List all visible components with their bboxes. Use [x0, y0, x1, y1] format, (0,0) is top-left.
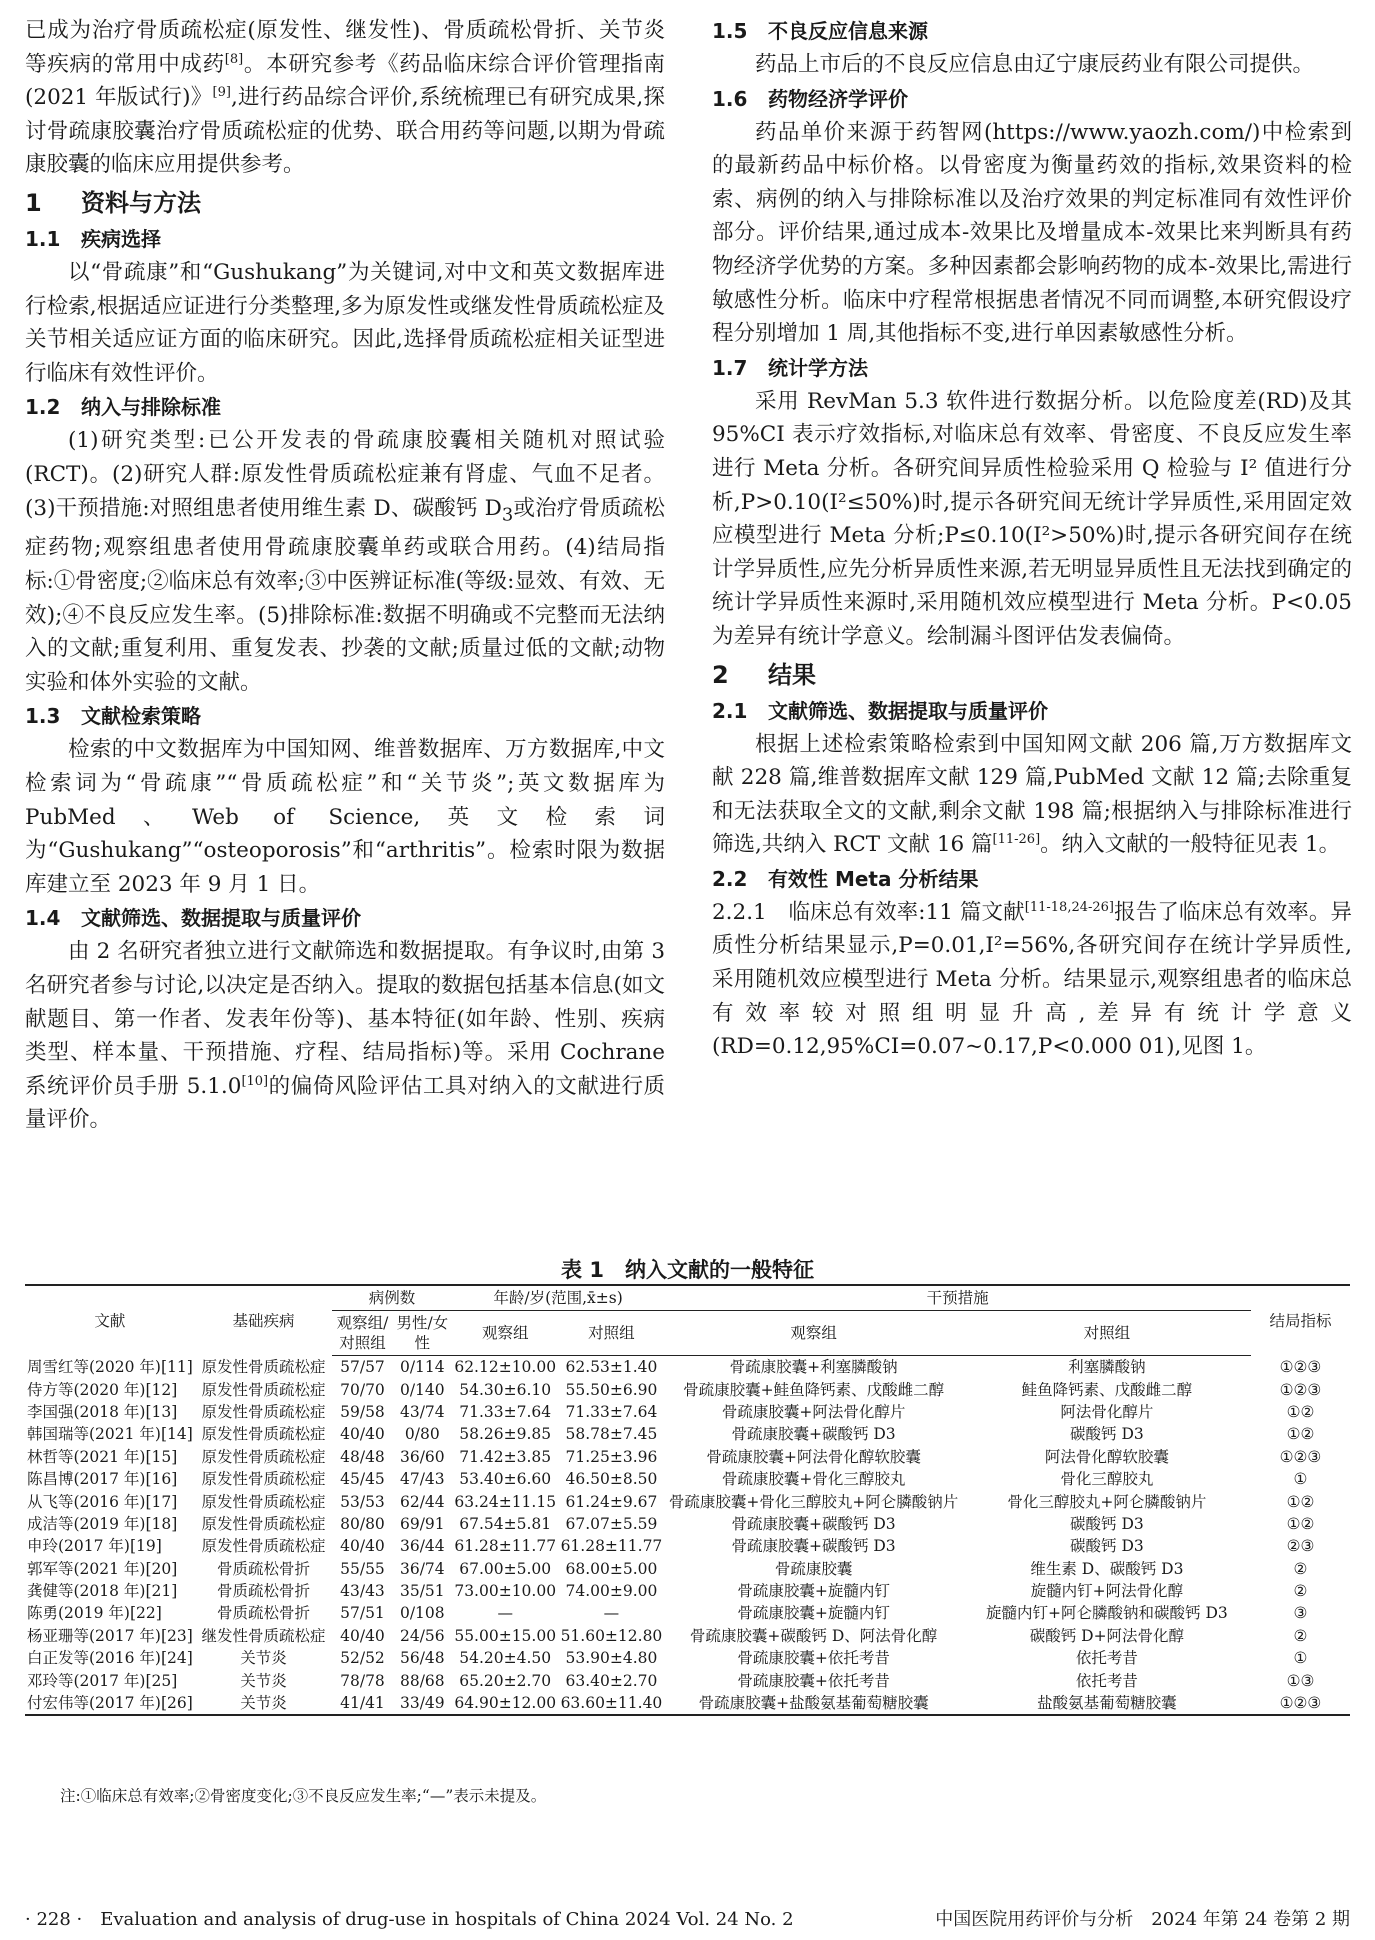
table-cell: 88/68: [399, 1671, 445, 1690]
table-cell: 63.24±11.15: [454, 1492, 557, 1511]
table-cell: 骨疏康胶囊+依托考昔: [737, 1649, 890, 1668]
table-cell: 林哲等(2021 年)[15]: [27, 1447, 178, 1466]
table-cell: 67.07±5.59: [565, 1514, 658, 1533]
table-cell: 陈勇(2019 年)[22]: [27, 1604, 162, 1623]
table-cell: 71.33±7.64: [565, 1402, 658, 1421]
table-cell: 52/52: [340, 1649, 385, 1668]
table-cell: 原发性骨质疏松症: [201, 1447, 326, 1466]
table-row: [25, 1356, 1350, 1379]
table-cell: 63.60±11.40: [559, 1692, 665, 1715]
table-cell: 侍方等(2020 年)[12]: [27, 1380, 178, 1399]
table-cell: ①②: [1286, 1402, 1315, 1421]
table-cell: ①②③: [1251, 1692, 1350, 1715]
col-header-outcome: 结局指标: [1251, 1285, 1350, 1356]
table-cell: 付宏伟等(2017 年)[26]: [25, 1692, 195, 1715]
table-cell: 58.78±7.45: [565, 1425, 658, 1444]
table-cell: 骨疏康胶囊+旋髓内钉: [737, 1582, 890, 1601]
table-cell: 61.28±11.77: [560, 1537, 663, 1556]
table-cell: 邓玲等(2017 年)[25]: [27, 1671, 178, 1690]
table-cell: 原发性骨质疏松症: [201, 1514, 326, 1533]
table-cell: 41/41: [332, 1692, 393, 1715]
table-cell: ①②③: [1279, 1380, 1322, 1399]
table-cell: 继发性骨质疏松症: [201, 1626, 326, 1645]
table-cell: 骨疏康胶囊+阿法骨化醇片: [721, 1402, 906, 1421]
table-cell: 64.90±12.00: [452, 1692, 559, 1715]
table-cell: 周雪红等(2020 年)[11]: [27, 1357, 193, 1376]
footer-journal-english: · 228 · Evaluation and analysis of drug-use in hospitals of China 2024 Vol. 24 No. 2: [25, 1909, 794, 1930]
col-header-age-ctrl: 对照组: [559, 1311, 665, 1356]
table-cell: 33/49: [393, 1692, 452, 1715]
table-cell: 原发性骨质疏松症: [201, 1380, 326, 1399]
table-cell: 骨疏康胶囊+阿法骨化醇软胶囊: [706, 1447, 921, 1466]
section-1-2-body: (1)研究类型:已公开发表的骨疏康胶囊相关随机对照试验(RCT)。(2)研究人群:原发性骨质疏松症兼有肾虚、气血不足者。(3)干预措施:对照组患者使用维生素 D、碳酸钙 $D_3$或治疗骨质疏松症药物;观察组患者使用骨疏康胶囊单药或联合用药。(4)结局指标:①骨密度;②临床总有效率;③中医辨证标准(等级:显效、有效、无效);④不良反应发生率。(5)排除标准:数据不明确或不完整而无法纳入的文献;重复利用、重复发表、抄袭的文献;质量过低的文献;动物实验和体外实验的文献。: [25, 428, 665, 695]
table-cell: 74.00±9.00: [565, 1582, 658, 1601]
table-cell: 骨疏康胶囊+利塞膦酸钠: [729, 1358, 898, 1377]
table-cell: 原发性骨质疏松症: [201, 1402, 326, 1421]
table-cell: 骨疏康胶囊+碳酸钙 D3: [731, 1514, 896, 1533]
table-caption: 表 1 纳入文献的一般特征: [561, 1258, 814, 1282]
table-cell: 韩国瑞等(2021 年)[14]: [27, 1425, 193, 1444]
table-cell: 盐酸氨基葡萄糖胶囊: [963, 1692, 1251, 1715]
table-cell: 维生素 D、碳酸钙 D3: [1030, 1559, 1184, 1578]
table-cell: 骨疏康胶囊+骨化三醇胶丸+阿仑膦酸钠片: [668, 1492, 959, 1511]
table-cell: 骨疏康胶囊+碳酸钙 D3: [731, 1537, 896, 1556]
table-cell: 55/55: [340, 1559, 385, 1578]
table-cell: 原发性骨质疏松症: [201, 1537, 326, 1556]
table-cell: 43/43: [340, 1582, 385, 1601]
table-cell: 碳酸钙 D+阿法骨化醇: [1029, 1626, 1185, 1645]
table-cell: 从飞等(2016 年)[17]: [27, 1492, 178, 1511]
col-header-age: 年龄/岁(范围,x̄±s): [452, 1285, 664, 1311]
table-cell: ①②: [1286, 1492, 1315, 1511]
table-cell: 57/57: [340, 1358, 385, 1377]
table-cell: 骨质疏松骨折: [216, 1582, 310, 1601]
table-cell: 43/74: [399, 1402, 445, 1421]
table-cell: ①: [1293, 1649, 1308, 1668]
table-cell: 郭军等(2021 年)[20]: [27, 1559, 178, 1578]
table-cell: ②③: [1286, 1537, 1315, 1556]
table-cell: 55.50±6.90: [565, 1380, 658, 1399]
table-cell: 45/45: [340, 1470, 385, 1489]
section-2-1-body: 根据上述检索策略检索到中国知网文献 206 篇,万方数据库文献 228 篇,维普数据库文献 129 篇,PubMed 文献 12 篇;去除重复和无法获取全文的文献,剩余文献 198 篇;根据纳入与排除标准进行筛选,共纳入 RCT 文献 16 篇[11-26]。纳入文献的一般特征见表 1。: [712, 731, 1352, 858]
table-cell: 骨疏康胶囊+碳酸钙 D3: [731, 1425, 896, 1444]
table-cell: 53.40±6.60: [459, 1470, 552, 1489]
table-cell: 71.42±3.85: [459, 1447, 552, 1466]
col-header-int-ctrl: 对照组: [963, 1311, 1251, 1356]
table-cell: 骨疏康胶囊+鲑鱼降钙素、戊酸雌二醇: [683, 1380, 945, 1399]
col-header-obs-ctrl: 观察组/对照组: [332, 1311, 393, 1356]
table-cell: 70/70: [340, 1380, 385, 1399]
table-cell: 骨疏康胶囊+碳酸钙 D、阿法骨化醇: [689, 1626, 938, 1645]
table-cell: 54.30±6.10: [459, 1380, 552, 1399]
table-cell: 61.28±11.77: [454, 1537, 557, 1556]
table-cell: 碳酸钙 D3: [1070, 1537, 1144, 1556]
table-cell: 原发性骨质疏松症: [201, 1357, 326, 1376]
table-cell: ②: [1293, 1582, 1308, 1601]
col-header-age-obs: 观察组: [452, 1311, 559, 1356]
table-cell: ①③: [1286, 1671, 1315, 1690]
table-row: [25, 1468, 1350, 1490]
section-2-2-heading: 2.2 有效性 Meta 分析结果: [712, 866, 979, 891]
table-row: [25, 1580, 1350, 1602]
table-note: 注:①临床总有效率;②骨密度变化;③不良反应发生率;“—”表示未提及。: [60, 1787, 547, 1805]
table-cell: 骨化三醇胶丸: [1060, 1470, 1154, 1489]
table-cell: 68.00±5.00: [565, 1559, 658, 1578]
table-cell: 36/74: [399, 1559, 445, 1578]
table-cell: 依托考昔: [1075, 1649, 1138, 1668]
table-cell: 关节炎: [195, 1692, 332, 1715]
table-cell: 55.00±15.00: [454, 1626, 557, 1645]
table-cell: ②: [1293, 1559, 1308, 1578]
table-body: [25, 1356, 1350, 1716]
section-2-heading: 2 结果: [712, 660, 816, 689]
table-row: [25, 1513, 1350, 1535]
section-1-heading: 1 资料与方法: [25, 188, 201, 217]
table-cell: 原发性骨质疏松症: [201, 1492, 326, 1511]
col-header-cases: 病例数: [332, 1285, 452, 1311]
table-cell: 48/48: [340, 1447, 385, 1466]
table-cell: 53/53: [340, 1492, 385, 1511]
table-cell: 利塞膦酸钠: [1068, 1358, 1146, 1377]
table-row: [25, 1647, 1350, 1669]
table-cell: 骨质疏松骨折: [216, 1604, 310, 1623]
table-cell: 骨疏康胶囊+依托考昔: [737, 1671, 890, 1690]
table-row: [25, 1446, 1350, 1468]
table-cell: 47/43: [399, 1470, 445, 1489]
table-cell: 碳酸钙 D3: [1070, 1514, 1144, 1533]
table-cell: 原发性骨质疏松症: [201, 1470, 326, 1489]
table-cell: ③: [1293, 1604, 1308, 1623]
table-cell: 62.53±1.40: [565, 1358, 658, 1377]
section-1-5-body: 药品上市后的不良反应信息由辽宁康辰药业有限公司提供。: [755, 52, 1315, 77]
section-1-7-body: 采用 RevMan 5.3 软件进行数据分析。以危险度差(RD)及其 95%CI 表示疗效指标,对临床总有效率、骨密度、不良反应发生率进行 Meta 分析。各研究间异质性检验采用 Q 检验与 I² 值进行分析,P>0.10(I²≤50%)时,提示各研究间无统计学异质性,采用固定效应模型进行 Meta 分析;P≤0.10(I²>50%)时,提示各研究间存在统计学异质性,应先分析异质性来源,若无明显异质性且无法找到确定的统计学异质性来源时,采用随机效应模型进行 Meta 分析。P<0.05 为差异有统计学意义。绘制漏斗图评估发表偏倚。: [712, 388, 1352, 649]
table-cell: 67.00±5.00: [459, 1559, 552, 1578]
table-cell: ①②③: [1279, 1357, 1322, 1376]
section-1-3-heading: 1.3 文献检索策略: [25, 704, 201, 729]
section-1-6-heading: 1.6 药物经济学评价: [712, 86, 908, 111]
table-cell: ①②③: [1279, 1447, 1322, 1466]
table-cell: ①: [1293, 1470, 1308, 1489]
table-cell: 旋髓内钉+阿仑膦酸钠和碳酸钙 D3: [986, 1604, 1228, 1623]
table-cell: 62/44: [399, 1492, 445, 1511]
table-row: [25, 1401, 1350, 1423]
table-cell: ①②: [1286, 1514, 1315, 1533]
table-cell: 碳酸钙 D3: [1070, 1425, 1144, 1444]
table-cell: 40/40: [340, 1537, 385, 1556]
table-cell: 骨疏康胶囊+旋髓内钉: [737, 1604, 890, 1623]
table-cell: 40/40: [340, 1425, 385, 1444]
table-cell: 依托考昔: [1075, 1671, 1138, 1690]
footer-journal-chinese: 中国医院用药评价与分析 2024 年第 24 卷第 2 期: [935, 1909, 1350, 1930]
characteristics-table: [25, 1284, 1350, 1716]
table-cell: 旋髓内钉+阿法骨化醇: [1030, 1582, 1184, 1601]
table-row: [25, 1558, 1350, 1580]
table-cell: —: [603, 1604, 620, 1623]
col-header-male-female: 男性/女性: [393, 1311, 452, 1356]
table-cell: 成洁等(2019 年)[18]: [27, 1514, 178, 1533]
col-header-disease: 基础疾病: [195, 1285, 332, 1356]
table-cell: 申玲(2017 年)[19]: [27, 1537, 162, 1556]
table-row: [25, 1692, 1350, 1715]
table-cell: 0/80: [404, 1425, 440, 1444]
table-cell: 51.60±12.80: [560, 1626, 663, 1645]
table-cell: 0/114: [399, 1358, 445, 1377]
table-cell: 61.24±9.67: [565, 1492, 658, 1511]
table-cell: 阿法骨化醇片: [1060, 1402, 1154, 1421]
table-cell: 54.20±4.50: [459, 1649, 552, 1668]
table-row: [25, 1625, 1350, 1647]
table-cell: 46.50±8.50: [565, 1470, 658, 1489]
table-cell: 35/51: [399, 1582, 445, 1601]
table-cell: 骨疏康胶囊+骨化三醇胶丸: [721, 1470, 906, 1489]
table-cell: 李国强(2018 年)[13]: [27, 1402, 178, 1421]
table-cell: 鲑鱼降钙素、戊酸雌二醇: [1021, 1380, 1193, 1399]
table-cell: ②: [1293, 1626, 1308, 1645]
table-cell: ①②: [1286, 1425, 1315, 1444]
table-row: [25, 1378, 1350, 1400]
table-cell: 69/91: [399, 1514, 445, 1533]
table-cell: 57/51: [340, 1604, 385, 1623]
table-cell: 原发性骨质疏松症: [201, 1425, 326, 1444]
section-1-3-body: 检索的中文数据库为中国知网、维普数据库、万方数据库,中文检索词为“骨疏康”“骨质疏松症”和“关节炎”;英文数据库为 PubMed、Web of Science,英文检索词为“Gushukang”“osteoporosis”和“arthritis”。检索时限为数据库建立至 2023 年 9 月 1 日。: [25, 737, 665, 897]
table-cell: 24/56: [399, 1626, 445, 1645]
table-cell: 36/60: [399, 1447, 445, 1466]
left-column: [25, 14, 665, 1137]
col-header-intervention: 干预措施: [664, 1285, 1251, 1311]
table-cell: 67.54±5.81: [459, 1514, 552, 1533]
table-row: [25, 1535, 1350, 1557]
table-cell: 骨疏康胶囊: [774, 1559, 853, 1578]
table-cell: 62.12±10.00: [454, 1358, 557, 1377]
table-cell: 78/78: [340, 1671, 385, 1690]
table-row: [25, 1490, 1350, 1512]
section-1-1-body: 以“骨疏康”和“Gushukang”为关键词,对中文和英文数据库进行检索,根据适应证进行分类整理,多为原发性或继发性骨质疏松症及关节相关适应证方面的临床研究。因此,选择骨质疏松症相关证型进行临床有效性评价。: [25, 259, 665, 386]
section-1-4-body: 由 2 名研究者独立进行文献筛选和数据提取。有争议时,由第 3 名研究者参与讨论,以决定是否纳入。提取的数据包括基本信息(如文献题目、第一作者、发表年份等)、基本特征(如年龄、性别、疾病类型、样本量、干预措施、疗程、结局指标)等。采用 Cochrane 系统评价员手册 5.1.0[10]的偏倚风险评估工具对纳入的文献进行质量评价。: [25, 939, 665, 1133]
table-cell: 阿法骨化醇软胶囊: [1044, 1447, 1169, 1466]
section-1-2-heading: 1.2 纳入与排除标准: [25, 395, 221, 420]
table-cell: 关节炎: [240, 1649, 287, 1668]
section-2-2-1-body: 2.2.1 临床总有效率:11 篇文献[11-18,24-26]报告了临床总有效率。异质性分析结果显示,P=0.01,I²=56%,各研究间存在统计学异质性,采用随机效应模型进行 Meta 分析。结果显示,观察组患者的临床总有效率较对照组明显升高,差异有统计学意义(RD=0.12,95%CI=0.07~0.17,P<0.000 01),见图 1。: [712, 899, 1352, 1060]
table-cell: 40/40: [340, 1626, 385, 1645]
right-column: [712, 14, 1352, 1064]
table-cell: 59/58: [340, 1402, 385, 1421]
table-cell: 陈昌博(2017 年)[16]: [27, 1470, 178, 1489]
col-header-literature: 文献: [25, 1285, 195, 1356]
table-row: [25, 1669, 1350, 1691]
intro-paragraph: 已成为治疗骨质疏松症(原发性、继发性)、骨质疏松骨折、关节炎等疾病的常用中成药[8]。本研究参考《药品临床综合评价管理指南(2021 年版试行)》[9],进行药品综合评价,系统梳理已有研究成果,探讨骨疏康胶囊治疗骨质疏松症的优势、联合用药等问题,以期为骨疏康胶囊的临床应用提供参考。: [25, 18, 665, 178]
table-cell: 0/140: [399, 1380, 445, 1399]
section-1-4-heading: 1.4 文献筛选、数据提取与质量评价: [25, 906, 361, 931]
table-cell: 龚健等(2018 年)[21]: [27, 1582, 178, 1601]
table-cell: 骨疏康胶囊+盐酸氨基葡萄糖胶囊: [664, 1692, 963, 1715]
table-cell: 58.26±9.85: [459, 1425, 552, 1444]
table-cell: 杨亚珊等(2017 年)[23]: [27, 1626, 193, 1645]
section-2-1-heading: 2.1 文献筛选、数据提取与质量评价: [712, 698, 1048, 723]
table-cell: 73.00±10.00: [454, 1582, 557, 1601]
table-cell: 53.90±4.80: [565, 1649, 658, 1668]
table-cell: 骨质疏松骨折: [216, 1559, 310, 1578]
section-1-6-body: 药品单价来源于药智网(https://www.yaozh.com/)中检索到的最新药品中标价格。以骨密度为衡量药效的指标,效果资料的检索、病例的纳入与排除标准以及治疗效果的判定标准同有效性评价部分。评价结果,通过成本-效果比及增量成本-效果比来判断具有药物经济学优势的方案。多种因素都会影响药物的成本-效果比,需进行敏感性分析。临床中疗程常根据患者情况不同而调整,本研究假设疗程分别增加 1 周,其他指标不变,进行单因素敏感性分析。: [712, 119, 1352, 347]
col-header-int-obs: 观察组: [664, 1311, 963, 1356]
table-cell: 63.40±2.70: [565, 1671, 658, 1690]
section-1-5-heading: 1.5 不良反应信息来源: [712, 19, 928, 43]
table-cell: 36/44: [399, 1537, 445, 1556]
section-1-7-heading: 1.7 统计学方法: [712, 355, 868, 380]
table-cell: 71.33±7.64: [459, 1402, 552, 1421]
table-cell: 白正发等(2016 年)[24]: [27, 1649, 193, 1668]
table-row: [25, 1602, 1350, 1624]
table-cell: 65.20±2.70: [459, 1671, 552, 1690]
section-1-1-heading: 1.1 疾病选择: [25, 226, 161, 251]
table-cell: 关节炎: [240, 1671, 287, 1690]
table-cell: 0/108: [399, 1604, 445, 1623]
table-cell: —: [497, 1604, 513, 1623]
table-row: [25, 1423, 1350, 1445]
table-cell: 56/48: [399, 1649, 445, 1668]
table-cell: 骨化三醇胶丸+阿仑膦酸钠片: [1007, 1492, 1207, 1511]
table-cell: 71.25±3.96: [565, 1447, 658, 1466]
table-cell: 80/80: [340, 1514, 385, 1533]
